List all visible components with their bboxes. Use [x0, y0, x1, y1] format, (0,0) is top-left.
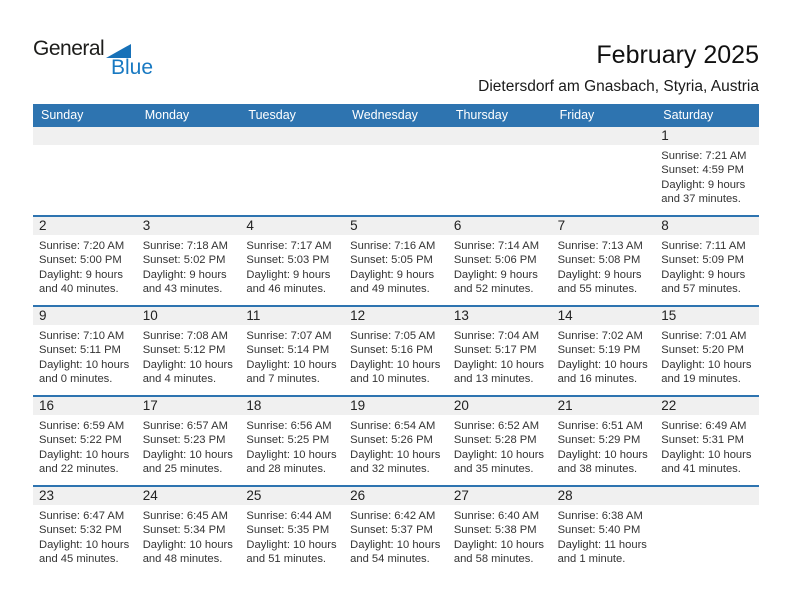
day-number: 19 — [344, 397, 448, 415]
day-details — [655, 235, 759, 296]
day-details — [33, 235, 137, 296]
day-details — [448, 505, 552, 566]
day-cell-24 — [137, 487, 241, 575]
day-detail-line: Daylight: 10 hours — [350, 448, 441, 461]
day-cell-empty — [33, 127, 137, 215]
day-number: 21 — [552, 397, 656, 415]
day-detail-line: Sunrise: 6:45 AM — [142, 510, 228, 522]
day-details — [240, 235, 344, 296]
day-detail-line: Daylight: 10 hours — [246, 358, 337, 371]
day-details — [655, 415, 759, 476]
day-detail-line: and 38 minutes. — [557, 462, 638, 475]
week-row — [33, 125, 759, 215]
day-number: 16 — [33, 397, 137, 415]
day-number: 3 — [137, 217, 241, 235]
day-detail-line: and 7 minutes. — [246, 372, 320, 385]
day-detail-line: Sunrise: 6:51 AM — [557, 420, 643, 432]
calendar-table — [33, 104, 759, 575]
day-number: 27 — [448, 487, 552, 505]
day-cell-empty — [137, 127, 241, 215]
day-cell-19 — [344, 397, 448, 485]
logo-text-blue: Blue — [110, 56, 153, 79]
day-detail-line: and 10 minutes. — [350, 372, 430, 385]
day-number — [33, 127, 137, 145]
day-details — [240, 145, 344, 149]
day-number: 13 — [448, 307, 552, 325]
day-detail-line: Sunrise: 6:57 AM — [142, 420, 228, 432]
day-cell-5 — [344, 217, 448, 305]
day-detail-line: Sunrise: 6:49 AM — [661, 420, 747, 432]
day-detail-line: Sunrise: 7:20 AM — [39, 240, 125, 252]
day-detail-line: Sunrise: 7:18 AM — [142, 240, 228, 252]
day-detail-line: and 55 minutes. — [557, 282, 638, 295]
day-cell-empty — [552, 127, 656, 215]
day-detail-line: and 43 minutes. — [142, 282, 223, 295]
day-detail-line: Daylight: 11 hours — [557, 538, 647, 551]
day-details — [344, 145, 448, 149]
day-cell-6 — [448, 217, 552, 305]
day-details — [552, 325, 656, 386]
day-cell-empty — [240, 127, 344, 215]
weekday-friday: Friday — [559, 107, 595, 122]
day-detail-line: Sunrise: 6:40 AM — [453, 510, 540, 522]
day-details — [137, 145, 241, 149]
day-detail-line: Daylight: 10 hours — [142, 448, 233, 461]
day-details — [448, 325, 552, 386]
day-detail-line: Daylight: 10 hours — [453, 538, 545, 551]
day-cell-11 — [240, 307, 344, 395]
day-cell-17 — [137, 397, 241, 485]
day-details — [655, 505, 759, 509]
day-details — [137, 505, 241, 566]
day-cell-28 — [552, 487, 656, 575]
day-detail-line: Sunset: 5:22 PM — [39, 434, 122, 447]
day-cell-4 — [240, 217, 344, 305]
day-detail-line: and 32 minutes. — [350, 462, 430, 475]
day-number: 4 — [240, 217, 344, 235]
day-detail-line: Sunrise: 7:10 AM — [39, 330, 125, 342]
day-number — [344, 127, 448, 145]
day-details — [448, 235, 552, 296]
day-details — [33, 145, 137, 149]
day-detail-line: Sunset: 5:37 PM — [350, 524, 433, 537]
day-detail-line: and 40 minutes. — [39, 282, 119, 295]
day-detail-line: Sunset: 5:12 PM — [142, 344, 226, 357]
general-blue-logo — [33, 38, 153, 78]
day-number: 26 — [344, 487, 448, 505]
day-detail-line: Daylight: 10 hours — [453, 358, 545, 371]
day-detail-line: Sunrise: 7:05 AM — [350, 330, 436, 342]
weekday-thursday: Thursday — [455, 107, 508, 122]
day-cell-empty — [344, 127, 448, 215]
day-number: 8 — [655, 217, 759, 235]
day-detail-line: Sunrise: 7:07 AM — [246, 330, 332, 342]
day-detail-line: and 28 minutes. — [246, 462, 327, 475]
day-detail-line: and 37 minutes. — [661, 192, 741, 205]
day-number: 10 — [137, 307, 241, 325]
day-number: 6 — [448, 217, 552, 235]
day-detail-line: and 41 minutes. — [661, 462, 741, 475]
day-number: 9 — [33, 307, 137, 325]
day-detail-line: and 51 minutes. — [246, 552, 327, 565]
day-cell-26 — [344, 487, 448, 575]
day-number: 20 — [448, 397, 552, 415]
day-number: 15 — [655, 307, 759, 325]
day-detail-line: Daylight: 10 hours — [39, 358, 130, 371]
day-detail-line: and 19 minutes. — [661, 372, 741, 385]
day-detail-line: Sunrise: 7:01 AM — [661, 330, 747, 342]
day-detail-line: Daylight: 10 hours — [350, 358, 441, 371]
day-detail-line: Daylight: 10 hours — [350, 538, 441, 551]
day-detail-line: Sunset: 5:19 PM — [557, 344, 641, 357]
day-number: 23 — [33, 487, 137, 505]
day-detail-line: Daylight: 10 hours — [557, 448, 648, 461]
day-detail-line: Sunset: 5:23 PM — [142, 434, 226, 447]
day-details — [552, 145, 656, 149]
day-detail-line: Sunrise: 7:11 AM — [661, 240, 746, 252]
day-detail-line: Sunset: 5:40 PM — [557, 524, 641, 537]
day-detail-line: and 48 minutes. — [142, 552, 223, 565]
day-detail-line: and 4 minutes. — [142, 372, 217, 385]
day-details — [344, 505, 448, 566]
day-detail-line: Daylight: 10 hours — [661, 358, 752, 371]
calendar-weeks — [33, 125, 759, 575]
day-detail-line: Daylight: 9 hours — [39, 268, 123, 281]
day-detail-line: and 25 minutes. — [142, 462, 223, 475]
day-number: 1 — [655, 127, 759, 145]
day-cell-23 — [33, 487, 137, 575]
day-details — [448, 415, 552, 476]
day-detail-line: Daylight: 10 hours — [142, 358, 233, 371]
day-detail-line: Sunset: 5:11 PM — [39, 344, 121, 357]
day-detail-line: Sunrise: 7:02 AM — [557, 330, 643, 342]
day-details — [552, 415, 656, 476]
day-details — [344, 325, 448, 386]
day-number — [240, 127, 344, 145]
day-detail-line: and 52 minutes. — [453, 282, 534, 295]
day-detail-line: Sunset: 5:25 PM — [246, 434, 330, 447]
week-row — [33, 485, 759, 575]
day-detail-line: Sunset: 5:34 PM — [142, 524, 226, 537]
day-cell-empty — [448, 127, 552, 215]
day-detail-line: and 35 minutes. — [453, 462, 534, 475]
day-detail-line: Daylight: 9 hours — [661, 268, 746, 281]
day-cell-21 — [552, 397, 656, 485]
day-cell-3 — [137, 217, 241, 305]
day-detail-line: Sunset: 5:38 PM — [453, 524, 537, 537]
day-number: 24 — [137, 487, 241, 505]
day-details — [137, 235, 241, 296]
day-cell-14 — [552, 307, 656, 395]
day-cell-13 — [448, 307, 552, 395]
day-cell-20 — [448, 397, 552, 485]
day-details — [655, 325, 759, 386]
day-detail-line: Sunrise: 6:38 AM — [557, 510, 643, 522]
day-detail-line: Sunset: 5:31 PM — [661, 434, 744, 447]
day-detail-line: Sunset: 5:29 PM — [557, 434, 641, 447]
day-detail-line: Daylight: 10 hours — [246, 538, 337, 551]
day-cell-9 — [33, 307, 137, 395]
day-detail-line: Sunset: 5:26 PM — [350, 434, 433, 447]
day-detail-line: Sunrise: 6:54 AM — [350, 420, 436, 432]
week-row — [33, 395, 759, 485]
day-detail-line: and 49 minutes. — [350, 282, 430, 295]
day-detail-line: Sunset: 5:09 PM — [661, 254, 744, 267]
day-cell-12 — [344, 307, 448, 395]
day-detail-line: Daylight: 9 hours — [557, 268, 642, 281]
day-detail-line: Sunset: 5:14 PM — [246, 344, 330, 357]
day-cell-1 — [655, 127, 759, 215]
day-detail-line: Sunrise: 7:21 AM — [661, 150, 747, 162]
day-detail-line: Daylight: 10 hours — [142, 538, 233, 551]
day-detail-line: Daylight: 10 hours — [661, 448, 752, 461]
day-detail-line: Sunset: 5:08 PM — [557, 254, 641, 267]
day-detail-line: and 46 minutes. — [246, 282, 327, 295]
day-number: 14 — [552, 307, 656, 325]
day-detail-line: Sunset: 5:17 PM — [453, 344, 537, 357]
week-row — [33, 215, 759, 305]
page-subtitle: Dietersdorf am Gnasbach, Styria, Austria — [478, 77, 759, 95]
day-detail-line: Sunrise: 6:44 AM — [246, 510, 332, 522]
day-detail-line: Sunrise: 7:17 AM — [246, 240, 332, 252]
day-cell-16 — [33, 397, 137, 485]
day-number: 7 — [552, 217, 656, 235]
day-details — [33, 505, 137, 566]
day-detail-line: and 0 minutes. — [39, 372, 113, 385]
day-detail-line: Sunset: 5:00 PM — [39, 254, 122, 267]
day-detail-line: Sunrise: 6:42 AM — [350, 510, 436, 522]
day-detail-line: and 13 minutes. — [453, 372, 534, 385]
weekday-tuesday: Tuesday — [248, 107, 296, 122]
day-cell-8 — [655, 217, 759, 305]
day-cell-2 — [33, 217, 137, 305]
weekday-monday: Monday — [144, 107, 190, 122]
day-cell-22 — [655, 397, 759, 485]
day-number — [448, 127, 552, 145]
day-detail-line: Sunset: 5:28 PM — [453, 434, 537, 447]
day-number: 18 — [240, 397, 344, 415]
day-number: 2 — [33, 217, 137, 235]
day-detail-line: and 54 minutes. — [350, 552, 430, 565]
title-block — [478, 42, 759, 96]
day-detail-line: Daylight: 10 hours — [39, 448, 130, 461]
day-detail-line: Sunset: 5:16 PM — [350, 344, 433, 357]
day-detail-line: Daylight: 10 hours — [453, 448, 545, 461]
day-detail-line: Sunset: 5:35 PM — [246, 524, 330, 537]
day-cell-15 — [655, 307, 759, 395]
day-details — [240, 325, 344, 386]
day-detail-line: Sunrise: 6:59 AM — [39, 420, 125, 432]
day-number — [137, 127, 241, 145]
day-details — [240, 415, 344, 476]
day-detail-line: Daylight: 10 hours — [39, 538, 130, 551]
day-detail-line: Sunset: 5:20 PM — [661, 344, 744, 357]
day-detail-line: and 45 minutes. — [39, 552, 119, 565]
day-details — [33, 415, 137, 476]
day-detail-line: Daylight: 9 hours — [246, 268, 331, 281]
day-detail-line: Sunrise: 7:08 AM — [142, 330, 228, 342]
weekday-header-row — [33, 104, 759, 125]
day-detail-line: and 58 minutes. — [453, 552, 534, 565]
day-detail-line: and 22 minutes. — [39, 462, 119, 475]
day-detail-line: Sunrise: 6:47 AM — [39, 510, 125, 522]
day-cell-27 — [448, 487, 552, 575]
day-details — [344, 235, 448, 296]
day-detail-line: Sunset: 5:05 PM — [350, 254, 433, 267]
day-number: 5 — [344, 217, 448, 235]
day-detail-line: Sunrise: 6:56 AM — [246, 420, 332, 432]
day-details — [552, 505, 656, 566]
day-number: 11 — [240, 307, 344, 325]
day-details — [344, 415, 448, 476]
day-detail-line: Sunrise: 7:04 AM — [453, 330, 540, 342]
day-detail-line: Sunset: 5:02 PM — [142, 254, 226, 267]
day-number — [655, 487, 759, 505]
day-cell-10 — [137, 307, 241, 395]
page-title: February 2025 — [596, 41, 759, 69]
day-cell-18 — [240, 397, 344, 485]
day-detail-line: Daylight: 10 hours — [557, 358, 648, 371]
day-detail-line: Daylight: 9 hours — [661, 178, 746, 191]
day-detail-line: Daylight: 9 hours — [350, 268, 435, 281]
weekday-sunday: Sunday — [41, 107, 84, 122]
day-detail-line: Sunset: 5:03 PM — [246, 254, 330, 267]
day-cell-empty — [655, 487, 759, 575]
day-number: 17 — [137, 397, 241, 415]
day-details — [240, 505, 344, 566]
day-number: 28 — [552, 487, 656, 505]
day-detail-line: Sunset: 4:59 PM — [661, 164, 744, 177]
day-details — [33, 325, 137, 386]
day-detail-line: and 57 minutes. — [661, 282, 741, 295]
weekday-wednesday: Wednesday — [352, 107, 418, 122]
day-detail-line: Sunrise: 6:52 AM — [453, 420, 540, 432]
day-details — [137, 325, 241, 386]
day-detail-line: and 16 minutes. — [557, 372, 638, 385]
day-detail-line: Sunset: 5:32 PM — [39, 524, 122, 537]
weekday-saturday: Saturday — [663, 107, 714, 122]
day-number: 12 — [344, 307, 448, 325]
day-cell-7 — [552, 217, 656, 305]
day-details — [655, 145, 759, 206]
day-detail-line: Daylight: 10 hours — [246, 448, 337, 461]
day-number — [552, 127, 656, 145]
day-detail-line: Sunrise: 7:16 AM — [350, 240, 436, 252]
day-detail-line: Sunrise: 7:13 AM — [557, 240, 643, 252]
day-detail-line: Sunrise: 7:14 AM — [453, 240, 540, 252]
day-detail-line: Sunset: 5:06 PM — [453, 254, 537, 267]
day-detail-line: and 1 minute. — [557, 552, 626, 565]
day-details — [448, 145, 552, 149]
logo-text-general: General — [33, 37, 105, 60]
day-detail-line: Daylight: 9 hours — [453, 268, 538, 281]
day-details — [552, 235, 656, 296]
day-number: 22 — [655, 397, 759, 415]
day-detail-line: Daylight: 9 hours — [142, 268, 227, 281]
week-row — [33, 305, 759, 395]
day-cell-25 — [240, 487, 344, 575]
day-number: 25 — [240, 487, 344, 505]
day-details — [137, 415, 241, 476]
